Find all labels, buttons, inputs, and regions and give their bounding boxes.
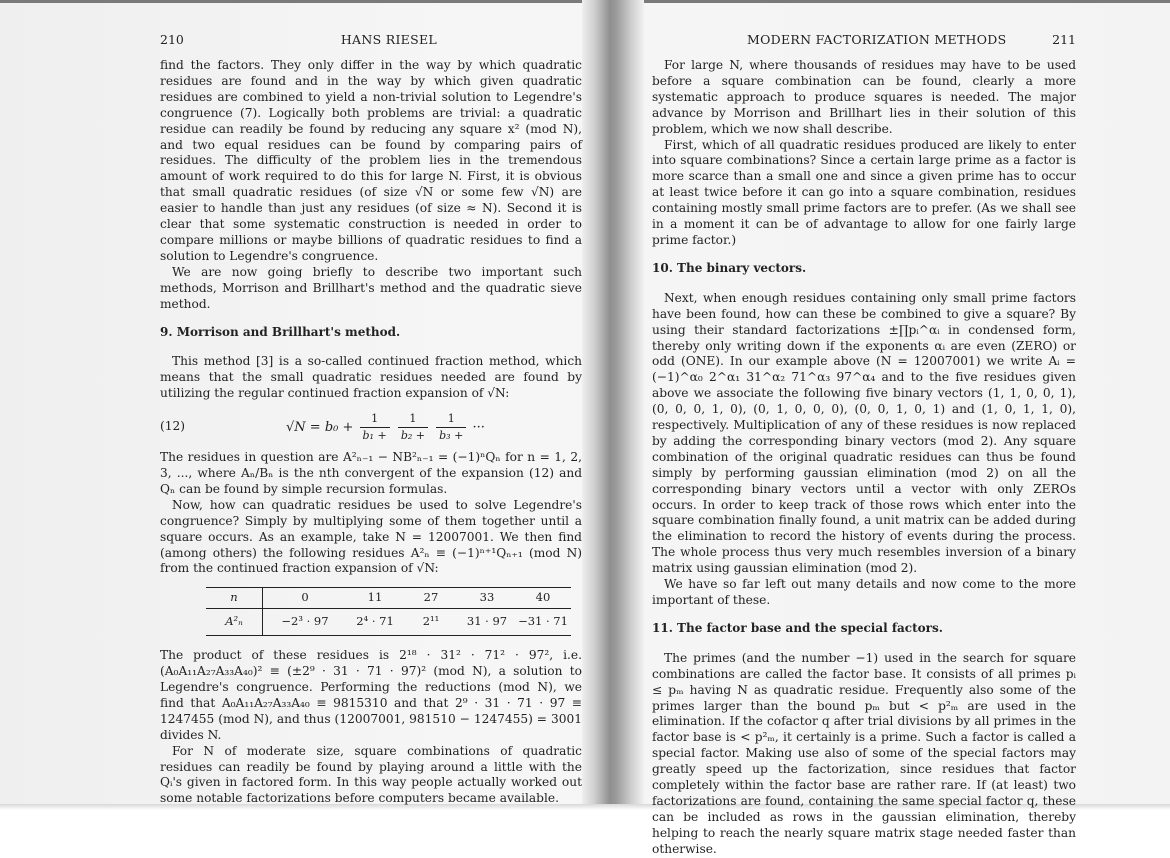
- fraction-1: [360, 411, 390, 444]
- residue-table-header: [206, 588, 571, 609]
- left-paragraph-4: The residues in question are A²ₙ₋₁ − NB²ₙ₋₁ = (−1)ⁿQₙ for n = 1, 2, 3, ..., where Aₙ/Bₙ is the nth convergent of the expansion (12) and Qₙ can be found by simple recursion formulas.: [160, 450, 582, 496]
- table-header-cell: 40: [515, 588, 571, 609]
- right-page: [652, 32, 1076, 858]
- equation-tail: ···: [472, 419, 485, 435]
- right-paragraph-2: First, which of all quadratic residues produced are likely to enter into square combinations? Since a certain large prime as a factor is more scarce than a small one and since a given prime has to occur at least twice before it can go into a square combination, residues containing mostly small prime factors are to prefer. (As we shall see in a moment it can be of advantage to allow for one fairly large prime factor.): [652, 137, 1076, 247]
- right-paragraph-4: We have so far left out many details and now come to the more important of these.: [652, 577, 1076, 607]
- table-cell: 2⁴ · 71: [347, 609, 403, 636]
- equation-lhs: √N = b₀ +: [286, 419, 354, 435]
- section-heading-11: 11. The factor base and the special factors.: [652, 620, 943, 635]
- residue-table: [206, 587, 571, 636]
- fraction-1-num: 1: [360, 411, 390, 428]
- left-paragraph-2: We are now going briefly to describe two important such methods, Morrison and Brillhart's method and the quadratic sieve method.: [160, 264, 582, 311]
- table-cell: 31 · 97: [459, 609, 515, 636]
- left-paragraph-3: This method [3] is a so-called continued fraction method, which means that the small quadratic residues needed are found by utilizing the regular continued fraction expansion of √N:: [160, 354, 582, 401]
- book-gutter: [582, 0, 644, 806]
- left-paragraph-5: Now, how can quadratic residues be used to solve Legendre's congruence? Simply by multiplying some of them together until a square occurs. As an example, take N = 12007001. We then find (among others) the following residues A²ₙ ≡ (−1)ⁿ⁺¹Qₙ₊₁ (mod N) from the continued fraction expansion of √N:: [160, 497, 582, 576]
- fraction-2-num: 1: [398, 411, 428, 428]
- right-running-title: MODERN FACTORIZATION METHODS: [747, 32, 1007, 47]
- table-cell: −31 · 71: [515, 609, 571, 636]
- fraction-2: [398, 411, 428, 444]
- equation-number: (12): [160, 419, 186, 434]
- left-paragraph-7: For N of moderate size, square combinations of quadratic residues can readily be found by playing around a little with the Qᵢ's given in factored form. In this way people actually worked out some notable factorizations before computers became available.: [160, 743, 582, 806]
- table-cell: −2³ · 97: [263, 609, 348, 636]
- fraction-2-den: b₂ +: [400, 428, 425, 442]
- table-cell: 2¹¹: [403, 609, 459, 636]
- fraction-3-den: b₃ +: [439, 428, 464, 442]
- fraction-3: [436, 411, 466, 444]
- table-header-cell: 11: [347, 588, 403, 609]
- section-heading-9: 9. Morrison and Brillhart's method.: [160, 324, 401, 339]
- right-paragraph-5: The primes (and the number −1) used in the search for square combinations are called the factor base. It consists of all primes pᵢ ≤ pₘ having N as quadratic residue. Frequently also some of the primes larger than the bound pₘ but < p²ₘ are used in the elimination. If the cofactor q after trial divisions by all primes in the factor base is < p²ₘ, it certainly is a prime. Such a factor is called a special factor. Making use also of some of the special factors may greatly speed up the factorization, since residues that factor completely within the factor base are rather rare. If (at least) two factorizations are found, containing the same special factor q, these can be included as rows in the gaussian elimination, thereby helping to reach the nearly square matrix stage needed faster than otherwise.: [652, 650, 1076, 856]
- right-paragraph-3: Next, when enough residues containing only small prime factors have been found, how can these be combined to give a square? By using their standard factorizations ±∏pᵢ^αᵢ in condensed form, thereby only writing down if the exponents αᵢ are even (ZERO) or odd (ONE). In our example above (N = 12007001) we write Aᵢ = (−1)^α₀ 2^α₁ 31^α₂ 71^α₃ 97^α₄ and to the five residues given above we associate the following five binary vectors (1, 1, 0, 0, 1), (0, 0, 0, 1, 0), (0, 1, 0, 0, 0), (0, 0, 1, 0, 1) and (1, 0, 1, 1, 0), respectively. Multiplication of any of these residues is now replaced by adding the corresponding binary vectors (mod 2). Any square combination of the original quadratic residues can thus be found simply by performing gaussian elimination (mod 2) on all the corresponding binary vectors until a vector with only ZEROs occurs. In order to keep track of those rows which enter into the square combination finally found, a unit matrix can be added during the elimination to record the history of events during the process. The whole process thus very much resembles inversion of a binary matrix using gaussian elimination (mod 2).: [652, 290, 1076, 576]
- section-heading-10: 10. The binary vectors.: [652, 260, 807, 275]
- fraction-1-den: b₁ +: [362, 428, 387, 442]
- table-header-cell: 33: [459, 588, 515, 609]
- right-page-number: 211: [1052, 32, 1076, 47]
- table-header-cell: 0: [263, 588, 348, 609]
- left-paragraph-6: The product of these residues is 2¹⁸ · 31² · 71² · 97², i.e. (A₀A₁₁A₂₇A₃₃A₄₀)² ≡ (±2⁹ · 31 · 71 · 97)² (mod N), a solution to Legendre's congruence. Performing the reductions (mod N), we find that A₀A₁₁A₂₇A₃₃A₄₀ ≡ 9815310 and that 2⁹ · 31 · 71 · 97 ≡ 1247455 (mod N), and thus (12007001, 981510 − 1247455) = 3001 divides N.: [160, 648, 582, 742]
- fraction-3-num: 1: [436, 411, 466, 428]
- left-page-number: 210: [160, 32, 184, 47]
- left-running-head: [160, 32, 582, 48]
- left-running-title: HANS RIESEL: [340, 32, 437, 47]
- table-header-label: n: [206, 588, 263, 609]
- right-paragraph-1: For large N, where thousands of residues may have to be used before a square combination can be found, clearly a more systematic approach to produce squares is needed. The major advance by Morrison and Brillhart lies in their solution of this problem, which we now shall describe.: [652, 58, 1076, 136]
- table-header-cell: 27: [403, 588, 459, 609]
- residue-table-row: [206, 609, 571, 636]
- equation-12: [160, 412, 582, 442]
- left-paragraph-1: find the factors. They only differ in the way by which quadratic residues are found and in the way by which given quadratic residues are combined to yield a non-trivial solution to Legendre's congruence (7). Logically both problems are trivial: a quadratic residue can readily be found by reducing any square x² (mod N), and two equal residues can be found by comparing pairs of residues. The difficulty of the problem lies in the tremendous amount of work required to do this for large N. First, it is obvious that small quadratic residues (of size √N or some few √N) are easier to handle than just any residues (of size ≈ N). Second it is clear that some systematic construction is needed in order to compare millions or maybe billions of quadratic residues to find a solution to Legendre's congruence.: [160, 58, 582, 263]
- equation-body: [286, 411, 485, 444]
- table-row-label: A²ₙ: [206, 609, 263, 636]
- left-page: [160, 32, 582, 807]
- right-running-head: [652, 32, 1076, 48]
